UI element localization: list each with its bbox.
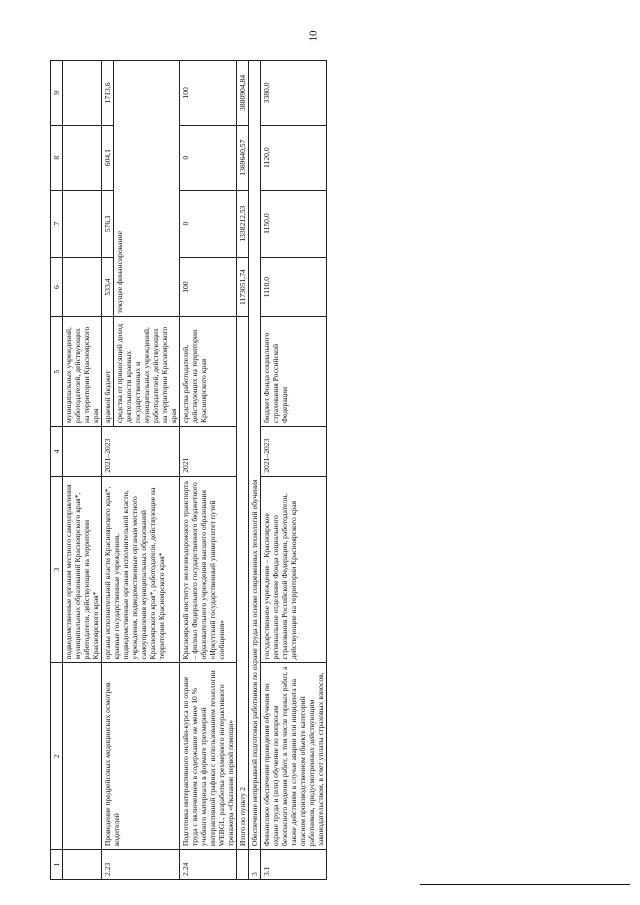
row-2-23-source2: средства от приносящей доход деятельности краевых государственных и муниципальных учреждений, работодателей, действующих на территории Красноярского края (114, 317, 180, 427)
row-3-1-v4: 3380,0 (261, 61, 327, 126)
row-2-24-source: средства работодателей, действующих на территории Красноярского края (180, 317, 237, 427)
row-2-23-v2: 576,1 (102, 190, 114, 257)
total-2-v2: 1338212,53 (237, 190, 249, 257)
row-2-23-source1: краевой бюджет (102, 317, 114, 427)
row-2-24-period: 2021 (180, 426, 237, 476)
row-2-23-a (102, 61, 114, 880)
total-row-2 (237, 61, 249, 880)
row-2-23-note: текущее финансирование (114, 61, 180, 317)
row-2-24-v4: 100 (180, 61, 237, 126)
row-2-24-executor: Красноярский институт железнодорожного транспорта – филиал Федерального государственного бюджетного образовательного учреждения высшего образования «Иркутский государственный университет путей сообщения» (180, 476, 237, 663)
row-3-1-v3: 1120,0 (261, 125, 327, 190)
col-6: 6 (51, 257, 63, 317)
col-5: 5 (51, 317, 63, 427)
row-2-24-name: Подготовка интерактивного онлайн-курса по охране труда с включением в содержание не менее 10 % учебного материала в формате трехмерной интерактивной графики с использованием технологии WEBGL, разработка трехмерного интерактивного тренажера «Оказание первой помощи» (180, 663, 237, 850)
continuation-row (63, 61, 102, 880)
section-3-num: 3 (249, 850, 261, 880)
col-4: 4 (51, 426, 63, 476)
row-3-1-v2: 1150,0 (261, 190, 327, 257)
col-8: 8 (51, 125, 63, 190)
col-1: 1 (51, 850, 63, 880)
total-2-label: Итого по пункту 2 (237, 317, 249, 850)
continuation-executor: подведомственные органам местного самоуправления муниципальных образований Красноярского края*, работодатели, действующие на территории Красноярского края* (63, 476, 102, 663)
row-2-24 (180, 61, 237, 880)
total-2-v4: 3880904,84 (237, 61, 249, 126)
rotated-table-container (50, 60, 625, 880)
row-3-1-num: 3.1 (261, 850, 327, 880)
total-2-v3: 1369640,57 (237, 125, 249, 190)
row-2-24-v2: 0 (180, 190, 237, 257)
col-7: 7 (51, 190, 63, 257)
row-3-1-name: Финансовое обеспечение проведения обучения по охране труда и (или) обучение по вопросам безопасного ведения работ, в том числе горных работ, а также действиям в случае аварии или инцидента на опасном производственном объекте категорий работников, предусмотренных действующим законодательством, в счет уплаты страховых взносов, (261, 663, 327, 850)
program-table (50, 60, 327, 880)
row-2-23-num: 2.23 (102, 850, 180, 880)
row-2-23-name: Проведение предрейсовых медицинских осмотров водителей (102, 663, 180, 850)
col-2: 2 (51, 663, 63, 850)
row-2-24-v3: 0 (180, 125, 237, 190)
row-2-24-num: 2.24 (180, 850, 237, 880)
row-2-23-period: 2021–2023 (102, 426, 180, 476)
page-number: 10 (307, 30, 320, 42)
bottom-rule (420, 884, 630, 885)
total-2-v1: 1173051,74 (237, 257, 249, 317)
row-2-23-v1: 533,4 (102, 257, 114, 317)
row-2-24-v1: 100 (180, 257, 237, 317)
col-9: 9 (51, 61, 63, 126)
row-2-23-v3: 604,1 (102, 125, 114, 190)
continuation-source: муниципальных учреждений, работодателей, действующих на территории Красноярского края (63, 317, 102, 427)
row-3-1-v1: 1110,0 (261, 257, 327, 317)
row-3-1 (261, 61, 327, 880)
page-number-wrap (300, 30, 340, 50)
row-3-1-source: бюджет Фонда социального страхования Российской Федерации (261, 317, 327, 427)
section-3-row (249, 61, 261, 880)
row-2-23-executor: органы исполнительной власти Красноярского края*, краевые государственные учреждения, подведомственные органам исполнительной власти, учреждения, подведомственные органам местного самоуправления муниципальных образований Красноярского края*, работодатели, действующие на территории Красноярского края* (102, 476, 180, 663)
col-3: 3 (51, 476, 63, 663)
section-3-title: Обеспечение непрерывной подготовки работников по охране труда на основе современных технологий обучения (249, 61, 261, 850)
row-3-1-executor: государственное учреждение – Красноярское региональное отделение Фонда социального страхования Российской Федерации, работодатели, действующие на территории Красноярского края (261, 476, 327, 663)
row-3-1-period: 2021–2023 (261, 426, 327, 476)
row-2-23-v4: 1713,6 (102, 61, 114, 126)
header-row (51, 61, 63, 880)
